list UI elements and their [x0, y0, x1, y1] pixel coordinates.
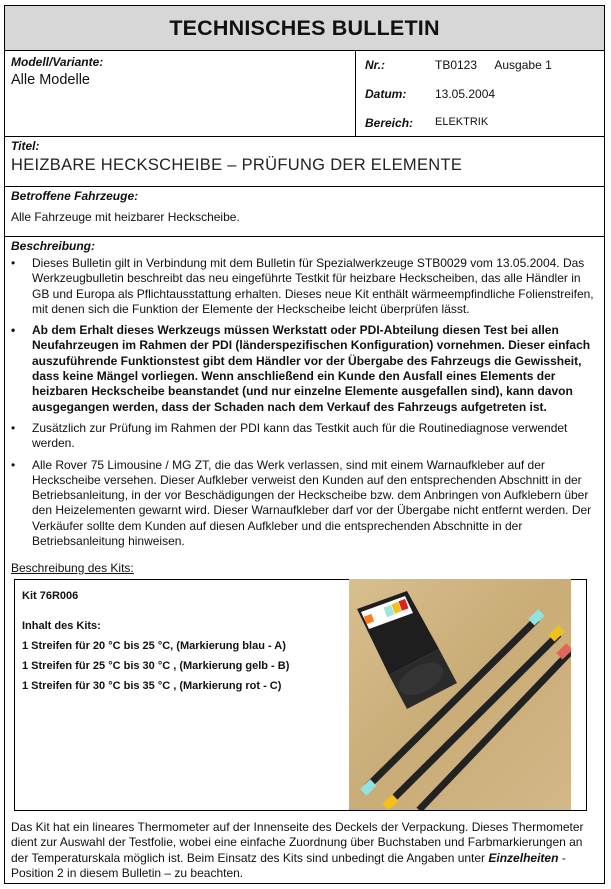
kit-item: 1 Streifen für 20 °C bis 25 °C, (Markierung blau - A) [22, 640, 286, 652]
description-bullets [5, 256, 604, 555]
kit-heading: Beschreibung des Kits: [11, 561, 134, 575]
kit-name: Kit 76R006 [22, 590, 79, 602]
title-section [5, 136, 604, 187]
bullet-item: • Ab dem Erhalt dieses Werkzeugs müssen Werkstatt oder PDI-Abteilung diesen Test bei allen Neufahrzeugen im Rahmen der PDI (länderspezifischen Konfiguration) vornehmen. Dieser einfach auszuführende Funktionstest gibt dem Händler vor der Übergabe des Fahrzeugs die Gewissheit, dass keine Mängel vorliegen. Wenn anschließend ein Kunde den Ausfall eines Elements der heizbaren Heckscheibe beanstandet (und nur einzelne Elemente ausgefallen sind), kann davon ausgegangen werden, dass der Schaden nach dem Verkauf des Fahrzeugs aufgetreten ist. [11, 323, 591, 414]
kit-photo-illustration [349, 579, 571, 810]
edition-value: Ausgabe 1 [494, 58, 552, 72]
bullet-icon: • [11, 256, 16, 270]
description-label: Beschreibung: [11, 239, 96, 253]
closing-paragraph: Das Kit hat ein lineares Thermometer auf der Innenseite des Deckels der Verpackung. Dieses Thermometer dient zur Auswahl der Testfolie, wobei eine einfache Zuordnung über Buchstaben und Farbmarkierungen an der Temperaturskala möglich ist. Beim Einsatz des Kits sind unbedingt die Angaben unter Einzelheiten - Position 2 in diesem Bulletin – zu beachten. [11, 820, 584, 880]
kit-box [14, 579, 587, 811]
date-label: Datum: [365, 87, 407, 101]
kit-contents [22, 586, 289, 696]
bulletin-header [5, 6, 604, 51]
info-row [5, 50, 604, 137]
bullet-item: • Zusätzlich zur Prüfung im Rahmen der PDI kann das Testkit auch für die Routinediagnose verwendet werden. [11, 420, 568, 451]
title-value: HEIZBARE HECKSCHEIBE – PRÜFUNG DER ELEMENTE [11, 156, 463, 174]
description-section [5, 236, 604, 883]
closing-emphasis: Einzelheiten [488, 850, 559, 865]
number-label: Nr.: [365, 58, 386, 72]
model-label: Modell/Variante: [11, 55, 104, 69]
bullet-icon: • [11, 457, 16, 472]
bulletin-title: TECHNISCHES BULLETIN [169, 16, 440, 40]
bullet-item: • Alle Rover 75 Limousine / MG ZT, die das Werk verlassen, sind mit einem Warnaufkleber auf der Heckscheibe versehen. Dieser Aufkleber verweist den Kunden auf den entsprechenden Abschnitt in der Betriebsanleitung, in der vor Beschädigungen der Heckscheibe bzw. dem Anbringen von Aufklebern über den Heizelementen gewarnt wird. Dieser Warnaufkleber darf vor der Übergabe nicht entfernt werden. Der Verkäufer sollte dem Kunden auf diesen Aufkleber und die entsprechenden Abschnitte in der Betriebsanleitung hinweisen. [11, 457, 592, 549]
kit-contents-label: Inhalt des Kits: [22, 620, 101, 632]
kit-item: 1 Streifen für 30 °C bis 35 °C , (Markierung rot - C) [22, 680, 282, 692]
kit-item: 1 Streifen für 25 °C bis 30 °C , (Markierung gelb - B) [22, 660, 290, 672]
area-value: ELEKTRIK [435, 116, 489, 128]
affected-vehicles-section [5, 186, 604, 237]
affected-label: Betroffene Fahrzeuge: [11, 189, 139, 203]
model-cell [5, 50, 356, 136]
bullet-icon: • [11, 420, 16, 435]
kit-photo [349, 579, 571, 810]
number-value: TB0123 [435, 58, 478, 72]
affected-value: Alle Fahrzeuge mit heizbarer Heckscheibe. [11, 210, 240, 224]
title-label: Titel: [11, 139, 40, 153]
date-value: 13.05.2004 [435, 87, 496, 101]
bulletin-page [4, 5, 605, 884]
bullet-item: • Dieses Bulletin gilt in Verbindung mit dem Bulletin für Spezialwerkzeuge STB0029 vom 13.05.2004. Das Werkzeugbulletin beschreibt das neu eingeführte Testkit für heizbare Heckscheiben, das alle Händler in GB und Europa als Pflichtausstattung erhalten. Dieses neue Kit enthält wärmeempfindliche Folienstreifen, mit denen sich die Funktion der Elemente der Heckscheibe leicht überprüfen lässt. [11, 256, 594, 316]
model-value: Alle Modelle [11, 72, 90, 88]
bullet-icon: • [11, 323, 16, 338]
area-label: Bereich: [365, 116, 414, 130]
